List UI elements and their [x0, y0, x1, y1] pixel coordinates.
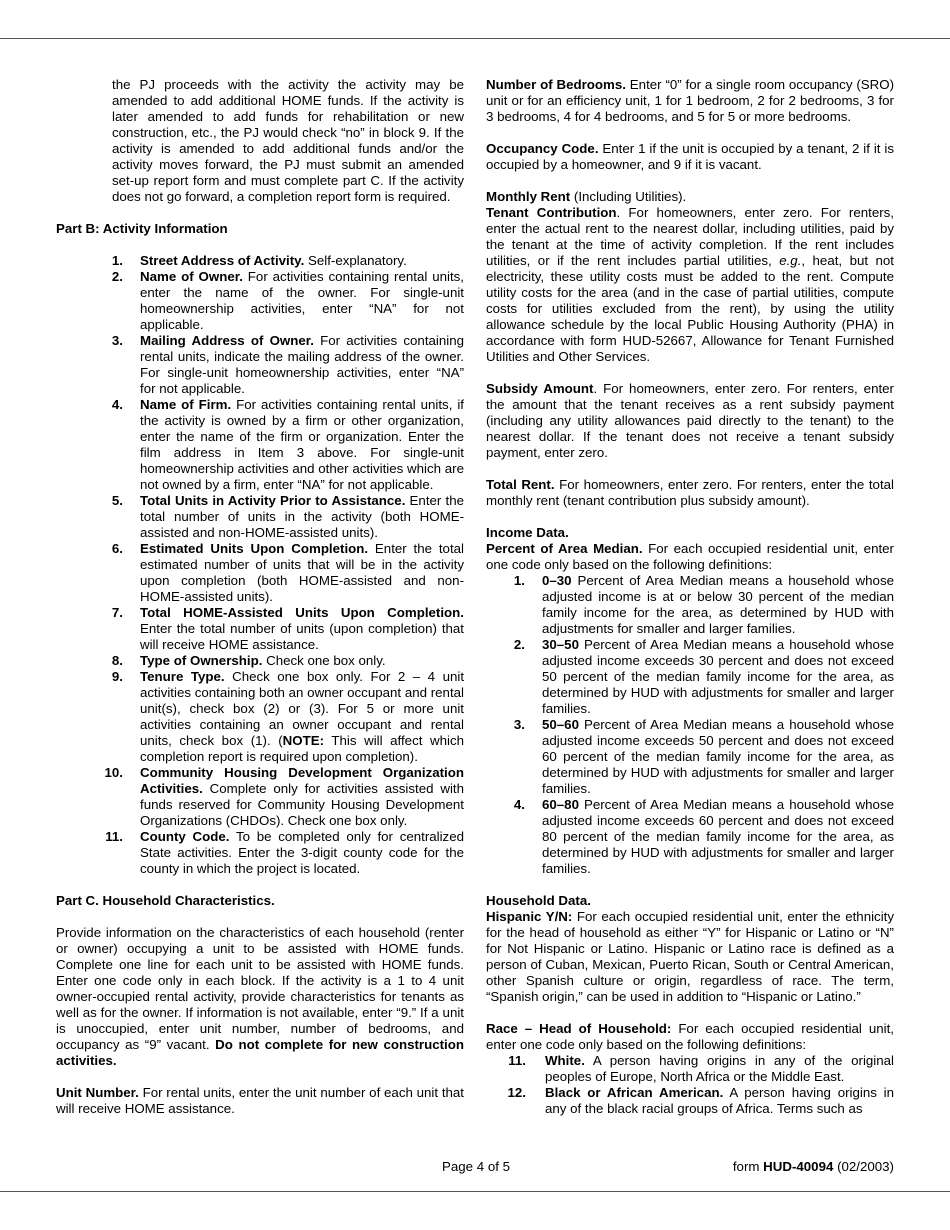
- list-item: [486, 797, 894, 877]
- income-list: [486, 573, 894, 877]
- item-title: Tenure Type.: [140, 669, 225, 684]
- part-b-list: [56, 253, 464, 877]
- race-paragraph: [486, 1021, 894, 1053]
- item-text: Enter the total estimated number of units that will be in the activity upon completion (both HOME-assisted and non-HOME-assisted units).: [140, 541, 464, 604]
- item-text: For activities containing rental units, enter the name of the owner. For single-unit homeownership activities, enter “NA” for not applicable.: [140, 269, 464, 332]
- bottom-rule: [0, 1191, 950, 1192]
- part-b-heading: Part B: Activity Information: [56, 221, 228, 236]
- unit-number-text: For rental units, enter the unit number of each unit that will receive HOME assistance.: [56, 1085, 464, 1116]
- subsidy-text: . For homeowners, enter zero. For renters, enter the amount that the tenant receives as a rent subsidy payment (including any utility allowances paid directly to the tenant) to the nearest dollar. If the tenant does not receive a tenant subsidy payment, enter zero.: [486, 381, 894, 460]
- list-item: [486, 1053, 894, 1085]
- item-text: A person having origins in any of the black racial groups of Africa. Terms such as: [545, 1085, 895, 1116]
- intro-paragraph: the PJ proceeds with the activity the activity may be amended to add additional HOME funds. If the activity is later amended to add funds for rehabilitation or new construction, etc., the PJ would check “no” in block 9. If the activity is amended to add additional funds and/or the activity moves forward, the PJ must submit an amended set-up report form and must complete part C. If the activity does not go forward, a completion report form is required.: [112, 77, 464, 204]
- item-title: County Code.: [140, 829, 230, 844]
- tenant-contribution-paragraph: [486, 205, 894, 365]
- pam-paragraph: [486, 541, 894, 573]
- intro-block: [56, 77, 464, 205]
- item-text: Percent of Area Median means a household whose adjusted income exceeds 50 percent and does not exceed 60 percent of the median family income for the area, as determined by HUD with adjustments for smaller and larger families.: [542, 717, 894, 796]
- item-title: 60–80: [542, 797, 579, 812]
- bedrooms-text: Enter “0” for a single room occupancy (SRO) unit or for an efficiency unit, 1 for 1 bedroom, 2 for 2 bedrooms, 3 for 3 bedrooms, 4 for 4 bedrooms, and 5 for 5 or more bedrooms.: [486, 77, 894, 124]
- item-title: 0–30: [542, 573, 572, 588]
- list-item: [486, 717, 894, 797]
- item-number: 5.: [111, 493, 123, 508]
- income-heading: Income Data.: [486, 525, 569, 540]
- item-title: Estimated Units Upon Completion.: [140, 541, 369, 556]
- item-number: 7.: [111, 605, 123, 620]
- bedrooms-label: Number of Bedrooms.: [486, 77, 626, 92]
- item-title: Total HOME-Assisted Units Upon Completion.: [140, 605, 464, 620]
- list-item: [486, 637, 894, 717]
- bedrooms-paragraph: [486, 77, 894, 125]
- form-prefix: form: [732, 1159, 764, 1174]
- list-item: [486, 573, 894, 637]
- item-text: Percent of Area Median means a household whose adjusted income exceeds 30 percent and does not exceed 50 percent of the median family income for the area, as determined by HUD with adjustments for smaller and larger families.: [542, 637, 894, 716]
- item-text: A person having origins in any of the original peoples of Europe, North Africa or the Middle East.: [545, 1053, 894, 1084]
- list-item: [84, 765, 464, 829]
- item-number: 1.: [513, 573, 525, 588]
- note-text: This will affect which completion report is required upon completion).: [140, 733, 465, 764]
- item-title: Black or African American.: [545, 1085, 724, 1100]
- tenant-contribution-label: Tenant Contribution: [486, 205, 617, 220]
- list-item: [84, 397, 464, 493]
- monthly-rent-label: Monthly Rent: [486, 189, 571, 204]
- unit-number-paragraph: [56, 1085, 464, 1117]
- item-number: 12.: [507, 1085, 526, 1100]
- item-text: Enter the total number of units (upon completion) that will receive HOME assistance.: [140, 621, 464, 652]
- item-title: 30–50: [542, 637, 579, 652]
- item-number: 2.: [111, 269, 123, 284]
- race-text: For each occupied residential unit, enter one code only based on the following definitions:: [486, 1021, 895, 1052]
- item-number: 11.: [508, 1053, 526, 1068]
- total-rent-paragraph: [486, 477, 894, 509]
- item-number: 6.: [111, 541, 123, 556]
- item-text: Enter the total number of units in the activity (both HOME-assisted and non-HOME-assisted units).: [140, 493, 464, 540]
- list-item: [84, 541, 464, 605]
- part-c-heading: Part C. Household Characteristics.: [56, 893, 275, 908]
- form-number: HUD-40094: [763, 1159, 834, 1174]
- item-title: 50–60: [542, 717, 579, 732]
- list-item: [84, 669, 464, 765]
- list-item: [486, 1085, 894, 1117]
- left-column: [56, 77, 464, 1117]
- item-number: 10.: [104, 765, 123, 780]
- unit-number-label: Unit Number.: [56, 1085, 139, 1100]
- item-text: For activities containing rental units, if the activity is owned by a firm or other organization, enter the name of the firm or organization. Enter the film address in Item 3 above. For single-unit homeownership activities and other activities which are not owned by a firm, enter “NA” for not applicable.: [140, 397, 464, 492]
- item-number: 4.: [111, 397, 123, 412]
- item-number: 1.: [111, 253, 123, 268]
- total-rent-text: For homeowners, enter zero. For renters, enter the total monthly rent (tenant contribution plus subsidy amount).: [486, 477, 894, 508]
- note-label: NOTE:: [282, 733, 325, 748]
- item-number: 9.: [111, 669, 123, 684]
- page-number: Page 4 of 5: [442, 1159, 511, 1174]
- list-item: [84, 493, 464, 541]
- item-number: 8.: [111, 653, 123, 668]
- item-title: Community Housing Development Organization Activities.: [140, 765, 464, 796]
- total-rent-label: Total Rent.: [486, 477, 555, 492]
- top-rule: [0, 38, 950, 39]
- item-title: Total Units in Activity Prior to Assistance.: [140, 493, 406, 508]
- item-number: 2.: [513, 637, 525, 652]
- item-title: Name of Owner.: [140, 269, 243, 284]
- part-c-paragraph: [56, 925, 464, 1069]
- subsidy-label: Subsidy Amount: [486, 381, 594, 396]
- part-c-bold-end: Do not complete for new construction activities.: [56, 1037, 464, 1068]
- hispanic-paragraph: [486, 909, 894, 1005]
- item-title: Name of Firm.: [140, 397, 232, 412]
- item-text: Complete only for activities assisted with funds reserved for Community Housing Development Organizations (CHDOs). Check one box only.: [140, 781, 464, 828]
- item-text: Check one box only. For 2 – 4 unit activities containing both an owner occupant and rental unit(s), check box (2) or (3). For 5 or more unit activities containing an owner occupant and rental units, check box (1). (: [140, 669, 465, 748]
- tenant-contribution-text-b: , heat, but not electricity, these utility costs must be added to the rent. Compute utility costs for the area (and in the case of partial utilities, compute costs for utilities excluded from the rent), by using the utility allowance schedule by the local Public Housing Authority (PHA) in accordance with form HUD-52667, Allowance for Tenant Furnished Utilities and Other Services.: [486, 253, 894, 364]
- item-number: 4.: [513, 797, 525, 812]
- page-footer: [56, 1159, 894, 1175]
- occupancy-label: Occupancy Code.: [486, 141, 599, 156]
- item-title: Street Address of Activity.: [140, 253, 305, 268]
- subsidy-paragraph: [486, 381, 894, 461]
- monthly-rent-suffix: (Including Utilities).: [570, 189, 687, 204]
- form-date: (02/2003): [833, 1159, 894, 1174]
- list-item: [84, 829, 464, 877]
- item-text: Check one box only.: [262, 653, 386, 668]
- race-list: [486, 1053, 894, 1117]
- item-text: Percent of Area Median means a household whose adjusted income is at or below 30 percent of the median family income for the area, as determined by HUD with adjustments for smaller and larger families.: [542, 573, 894, 636]
- tenant-contribution-eg: e.g.: [779, 253, 802, 268]
- part-c-text: Provide information on the characteristics of each household (renter or owner) occupying a unit to be assisted with HOME funds. Complete one line for each unit to be assisted with HOME funds. Enter one code only in each block. If the activity is a 1 to 4 unit owner-occupied rental activity, provide characteristics for tenants as well as for the owner. If information is not available, enter “9.” If a unit is unoccupied, enter unit number, number of bedrooms, and occupancy as “9” vacant.: [56, 925, 464, 1052]
- item-number: 3.: [111, 333, 123, 348]
- tenant-contribution-text-a: . For homeowners, enter zero. For renters, enter the actual rent to the nearest dollar, including utilities, paid by the tenant at the time of activity completion. If the rent includes utilities, or if the rent includes partial utilities,: [486, 205, 894, 268]
- list-item: [84, 653, 464, 669]
- item-title: Type of Ownership.: [140, 653, 263, 668]
- item-title: Mailing Address of Owner.: [140, 333, 314, 348]
- hispanic-label: Hispanic Y/N:: [486, 909, 573, 924]
- form-identifier: [733, 1159, 894, 1175]
- pam-text: For each occupied residential unit, enter one code only based on the following definitions:: [486, 541, 894, 572]
- list-item: [84, 605, 464, 653]
- item-text: To be completed only for centralized State activities. Enter the 3-digit county code for the county in which the project is located.: [140, 829, 464, 876]
- list-item: [84, 253, 464, 269]
- occupancy-text: Enter 1 if the unit is occupied by a tenant, 2 if it is occupied by a homeowner, and 9 if it is vacant.: [486, 141, 894, 172]
- list-item: [84, 269, 464, 333]
- race-label: Race – Head of Household:: [486, 1021, 672, 1036]
- occupancy-paragraph: [486, 141, 894, 173]
- right-column: [486, 77, 894, 1117]
- pam-label: Percent of Area Median.: [486, 541, 643, 556]
- item-number: 3.: [513, 717, 525, 732]
- list-item: [84, 333, 464, 397]
- item-text: Percent of Area Median means a household whose adjusted income exceeds 60 percent and does not exceed 80 percent of the median family income for the area, as determined by HUD with adjustments for smaller and larger families.: [542, 797, 894, 876]
- item-number: 11.: [105, 829, 123, 844]
- item-text: For activities containing rental units, indicate the mailing address of the owner. For single-unit homeownership activities, enter “NA” for not applicable.: [140, 333, 464, 396]
- item-title: White.: [545, 1053, 585, 1068]
- monthly-rent-heading: [486, 189, 894, 205]
- hispanic-text: For each occupied residential unit, enter the ethnicity for the head of household as either “Y” for Hispanic or Latino or “N” for Not Hispanic or Latino. Hispanic or Latino race is defined as a person of Cuban, Mexican, Puerto Rican, South or Central American, other Spanish culture or origin, regardless of race. The term, “Spanish origin,” can be used in addition to “Hispanic or Latino.”: [486, 909, 894, 1004]
- item-text: Self-explanatory.: [304, 253, 407, 268]
- household-heading: Household Data.: [486, 893, 591, 908]
